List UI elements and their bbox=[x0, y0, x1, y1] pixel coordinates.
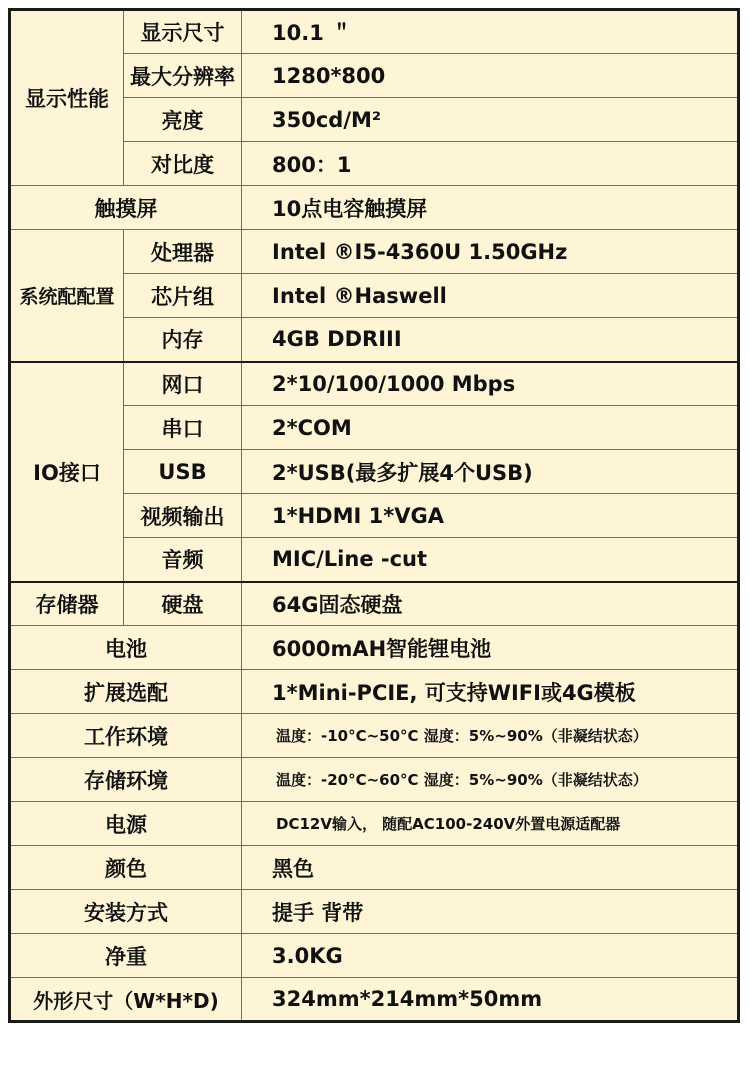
spec-value: 温度：-20°C~60°C 湿度：5%~90%（非凝结状态） bbox=[242, 758, 739, 802]
category-storage: 存储器 bbox=[10, 582, 124, 626]
spec-value: 1*Mini-PCIE, 可支持WIFI或4G模板 bbox=[242, 670, 739, 714]
spec-key: 对比度 bbox=[124, 142, 242, 186]
spec-key: 颜色 bbox=[10, 846, 242, 890]
spec-key: 工作环境 bbox=[10, 714, 242, 758]
spec-value: Intel ®Haswell bbox=[242, 274, 739, 318]
spec-key: 亮度 bbox=[124, 98, 242, 142]
table-row bbox=[10, 670, 739, 714]
spec-key: 内存 bbox=[124, 318, 242, 362]
spec-value: 1280*800 bbox=[242, 54, 739, 98]
table-row bbox=[10, 714, 739, 758]
table-row bbox=[10, 846, 739, 890]
spec-value: DC12V输入， 随配AC100-240V外置电源适配器 bbox=[242, 802, 739, 846]
spec-key: 音频 bbox=[124, 538, 242, 582]
spec-value: 黑色 bbox=[242, 846, 739, 890]
table-row bbox=[10, 890, 739, 934]
spec-key: 扩展选配 bbox=[10, 670, 242, 714]
spec-value: 64G固态硬盘 bbox=[242, 582, 739, 626]
spec-value: 温度：-10°C~50°C 湿度：5%~90%（非凝结状态） bbox=[242, 714, 739, 758]
spec-key: 处理器 bbox=[124, 230, 242, 274]
table-row bbox=[10, 582, 739, 626]
table-row bbox=[10, 186, 739, 230]
category-system: 系统配配置 bbox=[10, 230, 124, 362]
spec-key: 电源 bbox=[10, 802, 242, 846]
table-row bbox=[10, 362, 739, 406]
spec-value: 2*COM bbox=[242, 406, 739, 450]
spec-value: Intel ®I5-4360U 1.50GHz bbox=[242, 230, 739, 274]
spec-key: 视频输出 bbox=[124, 494, 242, 538]
spec-key: 净重 bbox=[10, 934, 242, 978]
table-row bbox=[10, 626, 739, 670]
spec-key: 显示尺寸 bbox=[124, 10, 242, 54]
spec-key: 电池 bbox=[10, 626, 242, 670]
spec-value: 800：1 bbox=[242, 142, 739, 186]
spec-table bbox=[8, 8, 740, 1023]
table-row bbox=[10, 978, 739, 1022]
spec-key: USB bbox=[124, 450, 242, 494]
spec-key: 存储环境 bbox=[10, 758, 242, 802]
spec-value: 2*USB(最多扩展4个USB) bbox=[242, 450, 739, 494]
spec-value: 10.1 ＂ bbox=[242, 10, 739, 54]
spec-value: 3.0KG bbox=[242, 934, 739, 978]
spec-key: 安装方式 bbox=[10, 890, 242, 934]
spec-key: 最大分辨率 bbox=[124, 54, 242, 98]
table-row bbox=[10, 230, 739, 274]
spec-value: 1*HDMI 1*VGA bbox=[242, 494, 739, 538]
table-row bbox=[10, 10, 739, 54]
spec-key: 串口 bbox=[124, 406, 242, 450]
table-row bbox=[10, 802, 739, 846]
spec-value: 10点电容触摸屏 bbox=[242, 186, 739, 230]
spec-key: 硬盘 bbox=[124, 582, 242, 626]
spec-value: 提手 背带 bbox=[242, 890, 739, 934]
category-display: 显示性能 bbox=[10, 10, 124, 186]
spec-key: 外形尺寸（W*H*D) bbox=[10, 978, 242, 1022]
spec-value: 4GB DDRIII bbox=[242, 318, 739, 362]
spec-value: MIC/Line -cut bbox=[242, 538, 739, 582]
table-row bbox=[10, 758, 739, 802]
spec-key: 网口 bbox=[124, 362, 242, 406]
category-touch: 触摸屏 bbox=[10, 186, 242, 230]
spec-value: 350cd/M² bbox=[242, 98, 739, 142]
spec-key: 芯片组 bbox=[124, 274, 242, 318]
spec-value: 2*10/100/1000 Mbps bbox=[242, 362, 739, 406]
spec-value: 6000mAH智能锂电池 bbox=[242, 626, 739, 670]
category-io: IO接口 bbox=[10, 362, 124, 582]
spec-value: 324mm*214mm*50mm bbox=[242, 978, 739, 1022]
table-row bbox=[10, 934, 739, 978]
